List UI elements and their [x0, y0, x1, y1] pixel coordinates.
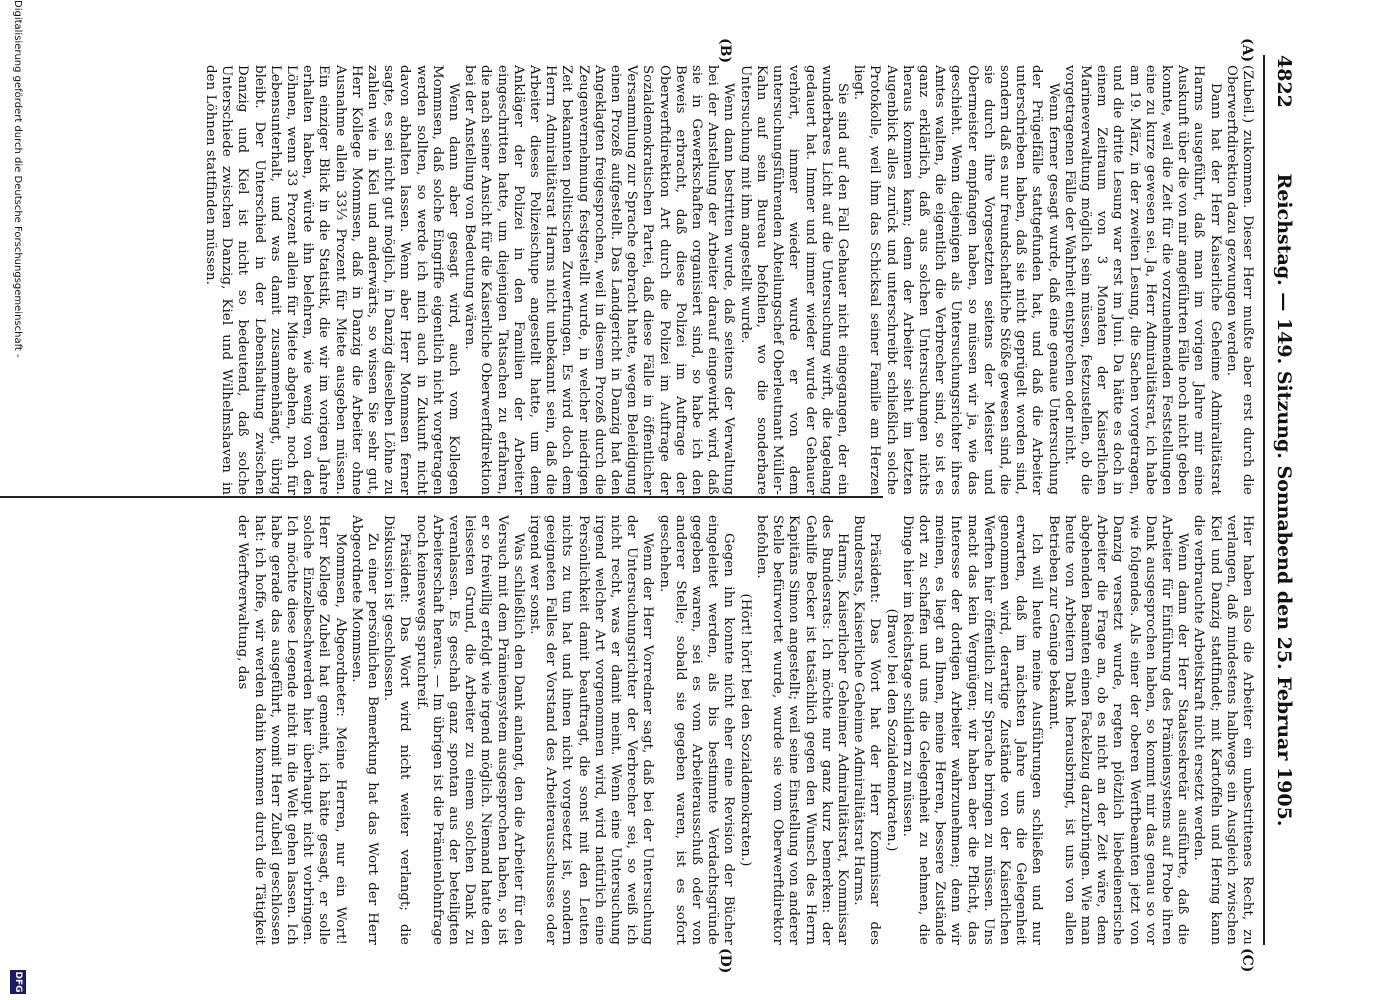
paragraph: Wenn ferner gesagt wurde, daß eine genaue Untersuchung der Prügelfälle stattgefunden hat, und daß die Arbeiter unterschrieben haben, daß sie nicht geprügelt worden sind, sondern daß es nur freundschaftliche Stöße gewesen sind, die sie durch ihre Vorgesetzten seitens der Meister und Obermeister empfangen haben, so müssen wir ja, wie das geschieht. Wenn diejenigen als Untersuchungsrichter ihres Amtes walten, die eigentlich die Verbrecher sind, so ist es ganz erklärlich, daß aus solchen Untersuchungen nichts heraus kommen kann; denn der Arbeiter sieht im letzten Augenblick alles zurück und unterschreibt schließlich solche Protokolle, weil ihm das Schicksal seiner Familie am Herzen liegt.	[851, 65, 1061, 495]
speaker-paragraph: Präsident: Das Wort wird nicht weiter verlangt; die Diskussion ist geschlossen.	[381, 515, 413, 945]
paragraph: Wenn dann aber gesagt wird, auch vom Kollegen Mommsen, daß solche Eingriffe eigentlich nicht vorgetragen werden sollten, so werde ich mich auch in Zukunft nicht davon abhalten lassen. Wenn aber Herr Mommsen ferner sagte, es sei nicht gut möglich, in Danzig dieselben Löhne zu zahlen wie in Kiel und anderwärts, so wissen Sie sehr gut, Herr Kollege Mommsen, daß in Danzig die Arbeiter ohne Ausnahme allein 33⅓ Prozent für Miete ausgeben müssen. Ein einziger Blick in die Statistik, die wir im vorigen Jahre erhalten haben, würde ihn belehren, wie wenig von den Löhnen, wenn 33 Prozent allein für Miete abgehen, noch für Lebensunterhalt, und was damit zusammenhängt, übrig bleibt. Der Unterschied in der Lebenshaltung zwischen Danzig und Kiel ist nicht so bedeutend, daß solche Unterschiede zwischen Danzig, Kiel und Wilhelmshaven in den Löhnen stattfinden müssen.	[203, 65, 462, 495]
page-title: Reichstag. — 149. Sitzung. Sonnabend den 25. Februar 1905.	[1273, 173, 1295, 827]
right-column	[234, 515, 1255, 945]
interjection: (Bravo! bei den Sozialdemokraten.)	[883, 608, 899, 852]
header-rule	[1263, 55, 1265, 945]
page-header	[1265, 55, 1295, 945]
paragraph: Wenn dann der Herr Staatssekretär ausführte, daß die Arbeiter für Einführung des Prämiensystems auf Probe ihren Dank ausgesprochen haben, so kommt mir das genau so vor wie folgendes. Als einer der oberen Werftbeamten jetzt von Danzig versetzt wurde, regten plötzlich liebedienerische Arbeiter die Frage an, ob es nicht an der Zeit wäre, dem abgehenden Beamten einen Fackelzug darzubringen. Wie man heute von Arbeitern Dank herausbringt, ist uns von allen Betrieben zur Genüge bekannt.	[1045, 515, 1191, 945]
paragraph: Hier haben also die Arbeiter ein unbestrittenes Recht, zu verlangen, daß mindestens halbwegs ein Ausgleich zwischen Kiel und Danzig stattfindet; mit Kartoffeln und Hering kann die verbrauchte Arbeitskraft nicht ersetzt werden.	[1191, 515, 1255, 945]
speaker-paragraph: Präsident: Das Wort hat der Herr Kommissar des Bundesrats, Kaiserliche Geheime Admiralitätsrat Harms.	[851, 515, 883, 945]
left-column	[202, 65, 1255, 495]
speaker-paragraph: Harms, Kaiserlicher Geheimer Admiralitätsrat, Kommissar des Bundesrats: Ich möchte nur ganz kurz bemerken: der Gehilfe Becker ist tatsächlich gegen den Wunsch des Herrn Kapitäns Simon angestellt; weil seine Einstellung von anderer Stelle befürwortet wurde, wurde sie vom Oberwerftdirektor befohlen.	[753, 515, 850, 945]
footer-credit	[6, 0, 28, 1000]
paragraph: Wenn dann bestritten wurde, daß seitens der Verwaltung bei der Anstellung der Arbeiter darauf eingewirkt wird, daß sie in Gewerkschaften organisiert sind, so habe ich den Beweis erbracht, daß diese Polizei im Auftrage der Oberwerftdirektion Art durch die Polizei im Auftrage der Sozialdemokratischen Partei, daß diese Fälle in öffentlicher Versammlung zur Sprache gebracht hatte, wegen Beleidigung einen Prozeß aufgestellt. Das Landgericht in Danzig hat den Angeklagten freigesprochen, weil in diesem Prozeß durch die Zeugenvernehmung festgestellt wurde, in welcher niedrigen Zeit bekannten politischen Zuwerfungen. Es wird doch dem Herrn Admiralitätsrat Harms nicht unbekannt sein, daß die Arbeiter dieses Polizeischupe angestellt hatte, um dem Ankläger der Polizei in den Familien der Arbeiter eingeschritten hatte, um diejenigen Tatsachen zu erfahren, die nach seiner Ansicht für die Kaiserliche Oberwerftdirektion bei der Anstellung von Bedeutung wären.	[462, 65, 737, 495]
margin-mark-b: (B)	[717, 38, 733, 64]
paragraph: Was schließlich den Dank anlangt, den die Arbeiter für den Versuch mit dem Prämiensystem ausgesprochen haben, so ist er so freiwillig erfolgt wie irgend möglich. Niemand hatte den leisesten Grund, die Arbeiter zu einem solchen Dank zu veranlassen. Es geschah ganz spontan aus der beteiligten Arbeiterschaft heraus. — Im übrigen ist die Prämienlohnfrage noch keineswegs spruchreif.	[413, 515, 526, 945]
speaker-paragraph: Mommsen, Abgeordneter: Meine Herren, nur ein Wort! Herr Kollege Zubeil hat gemeint, ich hätte gesagt, er solle solche Einzelbeschwerden hier überhaupt nicht vorbringen. Ich möchte diese Legende nicht in die Welt gehen lassen. Ich habe gerade das ausgeführt, womit Herr Zubeil geschlossen hat: ich hoffe, wir werden dahin kommen durch die Tätigkeit der Werftverwaltung, das	[235, 515, 348, 945]
page-number: 4822	[1273, 55, 1295, 108]
paragraph: Dann hat der Herr Kaiserliche Geheime Admiralitätsrat Harms ausgeführt, daß man im vorigen Jahre mir eine Auskunft über die von mir angeführten Fälle noch nicht geben konnte, weil die Zeit für die vorzunehmenden Feststellungen eine zu kurze gewesen sei. Ja, Herr Admiralitätsrat, ich habe am 19. März, in der zweiten Lesung, die Sachen vorgetragen, und die dritte Lesung war erst im Juni. Da hätte es doch in einem Zeitraum von 3 Monaten der Kaiserlichen Marineverwaltung möglich sein müssen, festzustellen, ob die vorgetragenen Fälle der Wahrheit entsprechen oder nicht.	[1061, 65, 1223, 495]
margin-mark-a: (A)	[1239, 38, 1255, 63]
paragraph: Gegen ihn konnte nicht eher eine Revision der Bücher eingeleitet werden, als bis bestimmte Verdachtsgründe gegeben waren, sei es vom Arbeiterausschuß oder von anderer Stelle; sobald sie gegeben waren, ist es sofort geschehen.	[656, 515, 737, 945]
footer-credit-text: Digitalisierung gefördert durch die Deutsche Forschungsgemeinschaft -	[12, 0, 23, 358]
paragraph: Ich will heute meine Ausführungen schließen und nur erwarten, daß im nächsten Jahre uns die Gelegenheit genommen wird, derartige Zustände von der Kaiserlichen Werften hier öffentlich zur Sprache bringen zu müssen. Uns macht das kein Vergnügen; wir haben aber die Pflicht, das Interesse der dortigen Arbeiter wahrzunehmen; denn wir meinen, es liegt an Ihnen, meine Herren, bessere Zustände dort zu schaffen und uns die Gelegenheit zu nehmen, die Dinge hier im Reichstage schildern zu müssen.	[899, 515, 1045, 945]
margin-mark-d: (D)	[717, 948, 733, 974]
margin-mark-c: (C)	[1239, 948, 1255, 973]
dfg-logo: DFG	[10, 970, 26, 994]
paragraph: Wenn der Herr Vorredner sagt, daß bei der Untersuchung der Untersuchungsrichter der Verbrecher sei, so weiß ich nicht recht, was er damit meint. Wenn eine Untersuchung irgend welcher Art vorgenommen wird, wird natürlich eine Persönlichkeit damit beauftragt, die sonst mit den Leuten nichts zu tun hat und ihnen nicht vorgesetzt ist, sondern geeigneten Falles der Vorstand des Arbeiterausschusses oder irgend wer sonst.	[527, 515, 656, 945]
column-divider	[0, 496, 883, 498]
interjection: (Hört! hört! bei den Sozialdemokraten.)	[737, 593, 753, 867]
paragraph: Sie sind auf den Fall Gehauer nicht eingegangen, der ein wunderbares Licht auf die Untersuchung wirft, die tagelang gedauert hat. Immer und immer wieder wurde der Gehauer verhört, immer wieder wurde er von dem untersuchungsführenden Abteilungschef Oberleutnant Müller-Kahn auf sein Bureau befohlen, wo die sonderbare Untersuchung mit ihm angestellt wurde.	[737, 65, 850, 495]
paragraph: Zu einer persönlichen Bemerkung hat das Wort der Herr Abgeordnete Mommsen.	[348, 515, 381, 945]
paragraph: (Zubeil.) zukommen. Dieser Herr mußte aber erst durch die Oberwerftdirektion dazu gezwungen werden.	[1223, 65, 1255, 495]
